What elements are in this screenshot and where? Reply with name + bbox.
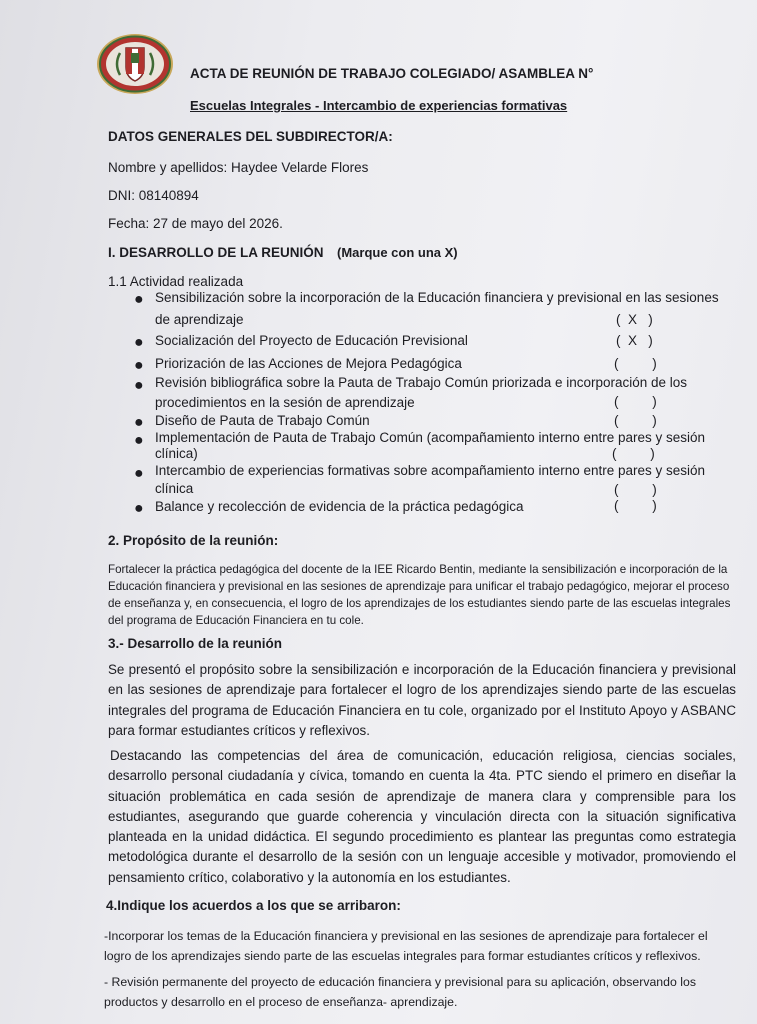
bullet-icon: ●	[134, 500, 144, 517]
activity-line: Sensibilización sobre la incorporación de la Educación financiera y previsional en las sesiones	[155, 290, 719, 305]
development-paragraph: Se presentó el propósito sobre la sensibilización e incorporación de la Educación financiera y previsional en las sesiones de aprendizaje para fortalecer el logro de los aprendizajes siendo parte de las escuelas integrales del programa de Educación Financiera en tu cole, organizado por el Instituto Apoyo y ASBANC para formar estudiantes críticos y reflexivos.	[108, 662, 736, 738]
section3-heading: 3.- Desarrollo de la reunión	[108, 636, 283, 651]
activity-line: clínica	[155, 481, 194, 496]
activity-checkbox[interactable]: ( )	[614, 413, 657, 428]
development-paragraph: Destacando las competencias del área de comunicación, educación religiosa, ciencias sociales, desarrollo personal ciudadanía y cívica, tomando en cuenta la 4ta. PTC siendo el primero en diseñar la situación problemática en cada sesión de aprendizaje de manera clara y comprensible para los estudiantes, asegurando que guarde coherencia y vinculación directa con la situación significativa planteada en la unidad didáctica. El segundo procedimiento es plantear las preguntas como estrategia metodológica durante el desarrollo de la sesión con un lenguaje accesible y motivador, promoviendo el pensamiento crítico, colaborativo y la autonomía en los estudiantes.	[108, 748, 736, 885]
bullet-icon: ●	[134, 432, 144, 449]
purpose-text: Fortalecer la práctica pedagógica del docente de la IEE Ricardo Bentin, mediante la sensibilización e incorporación de la Educación financiera y previsional en las sesiones de aprendizaje para unificar el trabajo pedagógico, mejorar el proceso de enseñanza y, en consecuencia, el logro de los aprendizajes de los estudiantes siendo parte de las escuelas integrales del programa de Educación Financiera en tu cole.	[108, 563, 731, 627]
activity-checkbox[interactable]: ( X )	[616, 333, 653, 348]
activity-checkbox[interactable]: ( )	[614, 498, 657, 513]
document-title: ACTA DE REUNIÓN DE TRABAJO COLEGIADO/ ASAMBLEA N°	[190, 66, 594, 81]
activity-line: Balance y recolección de evidencia de la práctica pedagógica	[155, 499, 524, 514]
activity-line: procedimientos en la sesión de aprendizaje	[155, 395, 415, 410]
activity-line: Priorización de las Acciones de Mejora Pedagógica	[155, 356, 462, 371]
nombre-field: Nombre y apellidos: Haydee Velarde Flores	[108, 160, 369, 175]
section1-heading: I. DESARROLLO DE LA REUNIÓN	[108, 245, 324, 260]
activities-subheading: 1.1 Actividad realizada	[108, 274, 244, 289]
activity-line: de aprendizaje	[155, 312, 244, 327]
activity-line: Implementación de Pauta de Trabajo Común (acompañamiento interno entre pares y sesión	[155, 430, 706, 445]
section2-heading: 2. Propósito de la reunión:	[108, 533, 279, 548]
section1-instruction: (Marque con una X)	[337, 245, 458, 260]
activity-line: clínica)	[155, 446, 198, 461]
agreement-item: - Revisión permanente del proyecto de educación financiera y previsional para su aplicación, observando los productos y desarrollo en el proceso de enseñanza- aprendizaje.	[104, 975, 696, 1009]
agreement-item: -Incorporar los temas de la Educación financiera y previsional en las sesiones de aprendizaje para fortalecer el logro de los aprendizajes siendo parte de las escuelas integrales para formar estudiantes críticos y reflexivos.	[104, 929, 708, 963]
bullet-icon: ●	[134, 291, 144, 308]
bullet-icon: ●	[134, 334, 144, 351]
activity-line: Socialización del Proyecto de Educación Previsional	[155, 333, 468, 348]
activity-checkbox[interactable]: ( X )	[616, 312, 653, 327]
activity-line: Diseño de Pauta de Trabajo Común	[155, 413, 370, 428]
bullet-icon: ●	[134, 357, 144, 374]
bullet-icon: ●	[134, 414, 144, 431]
activity-line: Intercambio de experiencias formativas sobre acompañamiento interno entre pares y sesión	[155, 463, 706, 478]
document-subtitle: Escuelas Integrales - Intercambio de experiencias formativas	[190, 98, 568, 113]
datos-heading: DATOS GENERALES DEL SUBDIRECTOR/A:	[108, 129, 393, 144]
bullet-icon: ●	[134, 465, 144, 482]
fecha-field: Fecha: 27 de mayo del 2026.	[108, 216, 283, 231]
activity-checkbox[interactable]: ( )	[612, 446, 655, 461]
activity-checkbox[interactable]: ( )	[614, 482, 657, 497]
bullet-icon: ●	[134, 377, 144, 394]
activity-line: Revisión bibliográfica sobre la Pauta de Trabajo Común priorizada e incorporación de los	[155, 375, 688, 390]
activity-checkbox[interactable]: ( )	[614, 394, 657, 409]
institution-seal-icon	[96, 33, 174, 95]
section4-heading: 4.Indique los acuerdos a los que se arribaron:	[106, 898, 401, 913]
activity-checkbox[interactable]: ( )	[614, 356, 657, 371]
dni-field: DNI: 08140894	[108, 188, 199, 203]
